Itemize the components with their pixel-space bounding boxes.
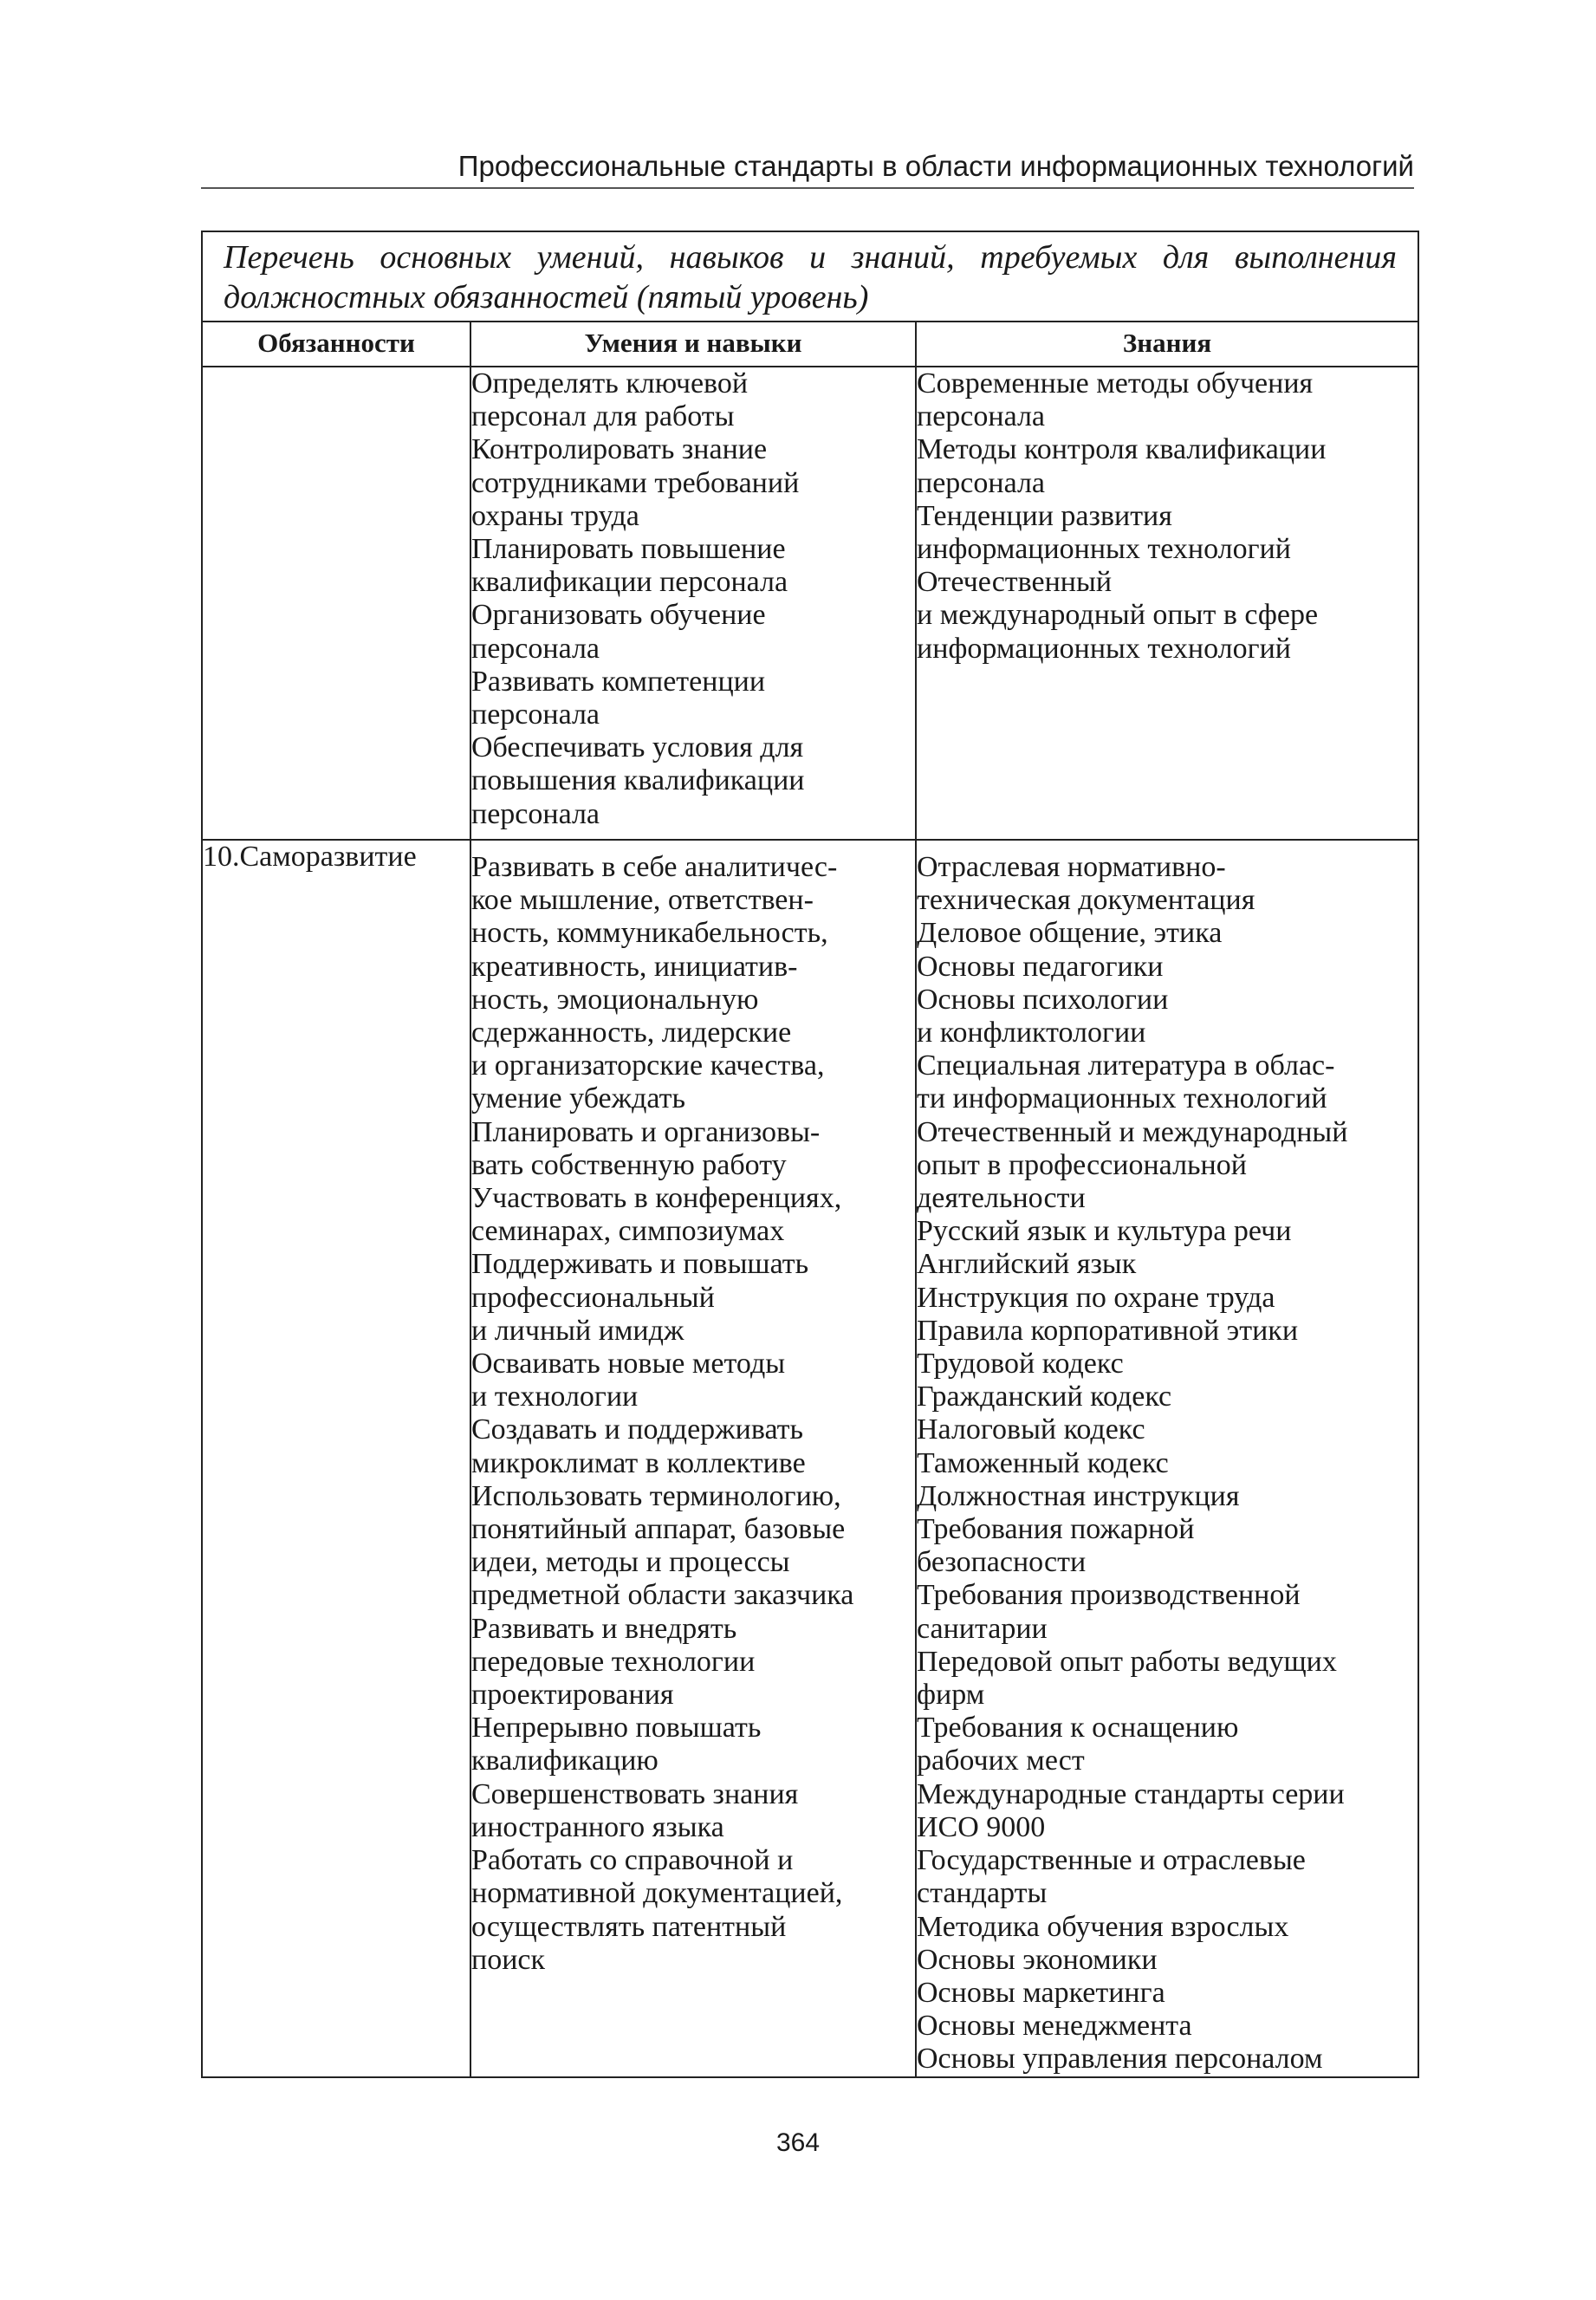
cell-line: осуществлять патентный [471, 1910, 787, 1943]
cell-line: и личный имидж [471, 1314, 684, 1347]
running-header: Профессиональные стандарты в области информационных технологий [457, 150, 1414, 182]
cell-line: идеи, методы и процессы [471, 1546, 790, 1579]
cell-line: и международный опыт в сфере [917, 599, 1319, 632]
cell-line: Отечественный и международный [917, 1115, 1348, 1148]
skills-cell [470, 367, 916, 840]
cell-line: квалификацию [471, 1744, 659, 1777]
cell-line: Налоговый кодекс [917, 1413, 1145, 1446]
cell-line: Использовать терминологию, [471, 1479, 841, 1512]
cell-line: и конфликтологии [917, 1017, 1146, 1049]
cell-line: Участвовать в конференциях, [471, 1182, 842, 1215]
cell-line: профессиональный [471, 1281, 715, 1314]
duty-cell: 10.Саморазвитие [202, 840, 470, 2077]
cell-line: рабочих мест [917, 1744, 1085, 1777]
cell-line: фирм [917, 1679, 985, 1712]
cell-line: Должностная инструкция [917, 1479, 1240, 1512]
cell-line: сдержанность, лидерские [471, 1017, 792, 1049]
cell-line: нормативной документацией, [471, 1877, 843, 1910]
cell-line: квалификации персонала [471, 566, 788, 599]
cell-line: Поддерживать и повышать [471, 1248, 809, 1281]
table-row [202, 840, 1418, 2077]
cell-line: креативность, инициатив- [471, 950, 798, 983]
cell-line: Методы контроля квалификации [917, 433, 1327, 466]
cell-line: информационных технологий [917, 533, 1291, 566]
table-row [202, 367, 1418, 840]
cell-line: информационных технологий [917, 632, 1291, 665]
cell-line: Требования пожарной [917, 1513, 1195, 1546]
cell-line: Планировать и организовы- [471, 1115, 821, 1148]
cell-line: микроклимат в коллективе [471, 1446, 806, 1479]
cell-line: персонала [917, 466, 1046, 499]
cell-line: Развивать и внедрять [471, 1612, 737, 1645]
knowledge-list [917, 851, 1418, 2076]
cell-line: Обеспечивать условия для [471, 731, 804, 764]
cell-line: Отраслевая нормативно- [917, 851, 1226, 883]
cell-line: вать собственную работу [471, 1148, 787, 1181]
cell-line: проектирования [471, 1679, 674, 1712]
column-header-skills: Умения и навыки [470, 322, 916, 367]
cell-line: Деловое общение, этика [917, 917, 1223, 950]
cell-line: Таможенный кодекс [917, 1446, 1169, 1479]
cell-line: персонала [471, 632, 600, 665]
skills-list [471, 367, 915, 831]
cell-line: Международные стандарты серии [917, 1777, 1345, 1810]
cell-line: ти информационных технологий [917, 1082, 1327, 1115]
cell-line: Основы менеджмента [917, 2010, 1192, 2043]
cell-line: Трудовой кодекс [917, 1348, 1124, 1381]
cell-line: Правила корпоративной этики [917, 1314, 1299, 1347]
cell-line: Инструкция по охране труда [917, 1281, 1275, 1314]
header-rule [201, 187, 1414, 189]
cell-line: Основы психологии [917, 983, 1169, 1016]
cell-line: семинарах, симпозиумах [471, 1215, 785, 1248]
cell-line: санитарии [917, 1612, 1048, 1645]
cell-line: ность, эмоциональную [471, 983, 759, 1016]
cell-line: умение убеждать [471, 1082, 685, 1115]
duties-table [201, 231, 1419, 2078]
cell-line: Русский язык и культура речи [917, 1215, 1292, 1248]
cell-line: ИСО 9000 [917, 1810, 1046, 1843]
cell-line: поиск [471, 1943, 545, 1976]
cell-line: деятельности [917, 1182, 1086, 1215]
cell-line: Развивать в себе аналитичес- [471, 851, 838, 883]
skills-cell [470, 840, 916, 2077]
skills-list [471, 851, 915, 1977]
column-header-knowledge: Знания [916, 322, 1418, 367]
cell-line: персонала [917, 400, 1046, 433]
cell-line: ность, коммуникабельность, [471, 917, 828, 950]
cell-line: опыт в профессиональной [917, 1148, 1247, 1181]
cell-line: Основы педагогики [917, 950, 1164, 983]
duty-cell [202, 367, 470, 840]
cell-line: Государственные и отраслевые [917, 1844, 1306, 1877]
cell-line: передовые технологии [471, 1645, 756, 1678]
table-caption: Перечень основных умений, навыков и знаний, требуемых для выполнения должностных обязанностей (пятый уровень) [224, 239, 1398, 315]
cell-line: стандарты [917, 1877, 1048, 1910]
cell-line: Работать со справочной и [471, 1844, 794, 1877]
cell-line: безопасности [917, 1546, 1087, 1579]
cell-line: Требования производственной [917, 1579, 1301, 1612]
cell-line: Гражданский кодекс [917, 1381, 1172, 1413]
cell-line: Современные методы обучения [917, 367, 1314, 400]
cell-line: Требования к оснащению [917, 1712, 1239, 1744]
cell-line: техническая документация [917, 884, 1255, 917]
cell-line: Совершенствовать знания [471, 1777, 799, 1810]
cell-line: Создавать и поддерживать [471, 1413, 804, 1446]
cell-line: Передовой опыт работы ведущих [917, 1645, 1337, 1678]
cell-line: Контролировать знание [471, 433, 768, 466]
cell-line: Развивать компетенции [471, 665, 766, 698]
knowledge-list [917, 367, 1418, 666]
cell-line: сотрудниками требований [471, 466, 800, 499]
cell-line: персонал для работы [471, 400, 735, 433]
cell-line: и организаторские качества, [471, 1049, 825, 1082]
cell-line: понятийный аппарат, базовые [471, 1513, 846, 1546]
cell-line: Основы управления персоналом [917, 2043, 1323, 2076]
cell-line: Осваивать новые методы [471, 1348, 786, 1381]
cell-line: Специальная литература в облас- [917, 1049, 1335, 1082]
cell-line: иностранного языка [471, 1810, 724, 1843]
cell-line: Методика обучения взрослых [917, 1910, 1289, 1943]
cell-line: и технологии [471, 1381, 639, 1413]
knowledge-cell [916, 367, 1418, 840]
cell-line: персонала [471, 797, 600, 830]
cell-line: Организовать обучение [471, 599, 766, 632]
cell-line: предметной области заказчика [471, 1579, 854, 1612]
cell-line: охраны труда [471, 499, 639, 532]
cell-line: персонала [471, 698, 600, 731]
cell-line: повышения квалификации [471, 764, 805, 797]
cell-line: Тенденции развития [917, 499, 1172, 532]
knowledge-cell [916, 840, 1418, 2077]
cell-line: Непрерывно повышать [471, 1712, 762, 1744]
page-number: 364 [775, 2128, 821, 2157]
cell-line: Основы экономики [917, 1943, 1158, 1976]
cell-line: Английский язык [917, 1248, 1137, 1281]
cell-line: Основы маркетинга [917, 1976, 1165, 2009]
cell-line: Отечественный [917, 566, 1113, 599]
column-header-duties: Обязанности [202, 322, 470, 367]
table-caption-cell [202, 231, 1418, 322]
cell-line: Определять ключевой [471, 367, 749, 400]
cell-line: кое мышление, ответствен- [471, 884, 814, 917]
cell-line: Планировать повышение [471, 533, 786, 566]
